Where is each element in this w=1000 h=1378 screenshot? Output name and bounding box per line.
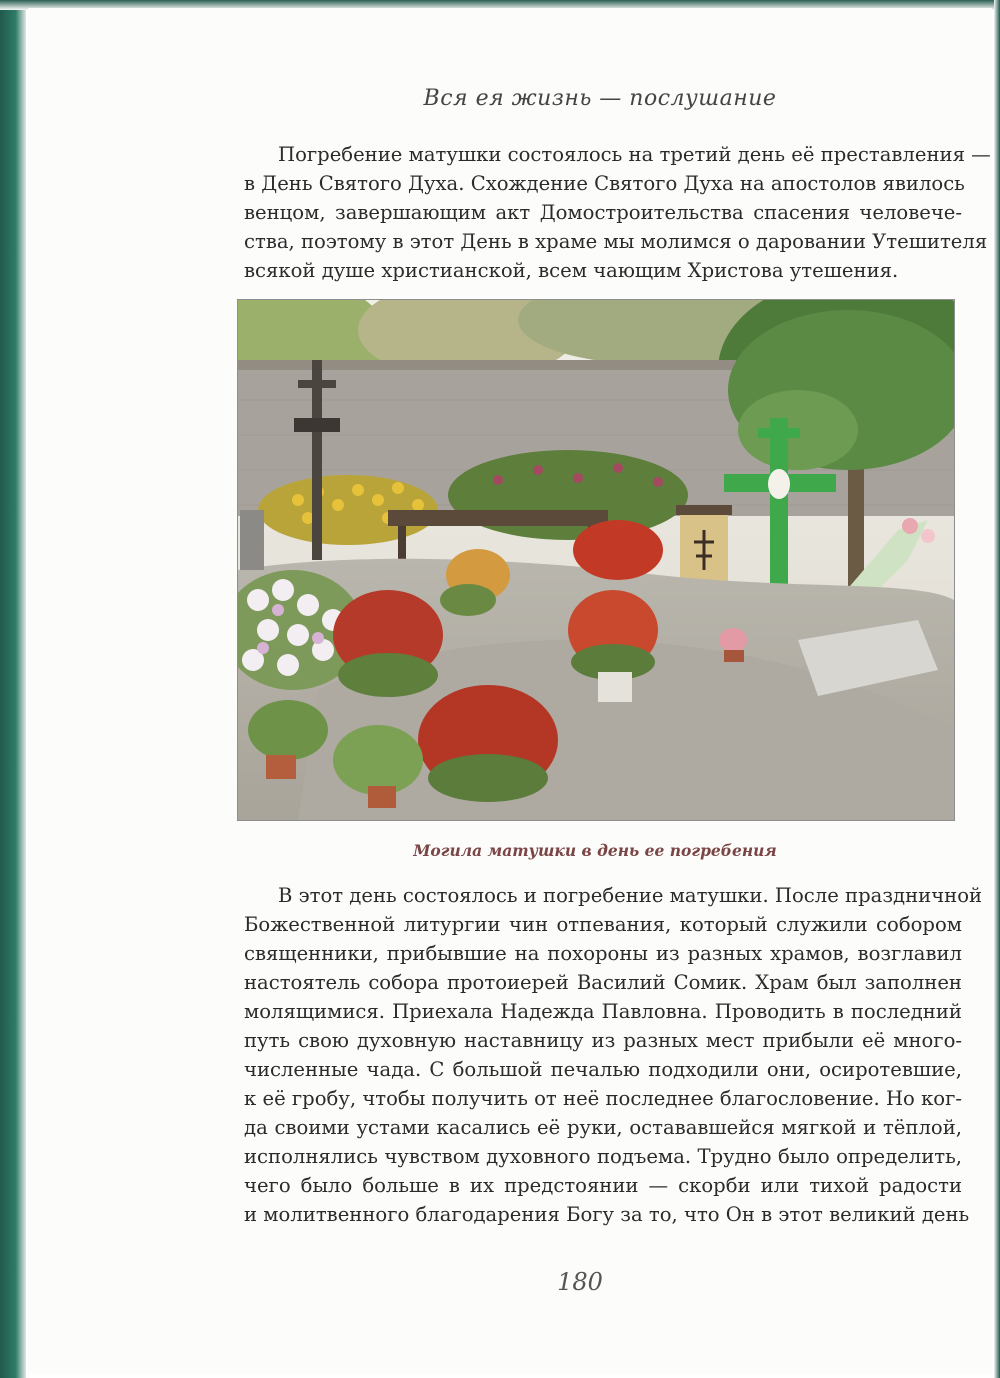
- text-line: всякой душе христианской, всем чающим Христова утешения.: [244, 259, 899, 282]
- paragraph-2: [244, 881, 983, 1229]
- book-right-edge: [994, 0, 1000, 1378]
- text-line: численные чада. С большой печалью подходили они, осиротевшие,: [244, 1058, 962, 1081]
- text-line: и молитвенного благодарения Богу за то, что Он в этот великий день: [244, 1203, 970, 1226]
- text-line: настоятель собора протоиерей Василий Сомик. Храм был заполнен: [244, 971, 962, 994]
- page-number: 180: [557, 1268, 603, 1296]
- text-line: да своими устами касались её руки, остававшейся мягкой и тёплой,: [244, 1116, 962, 1139]
- text-line: венцом, завершающим акт Домостроительства спасения человече-: [244, 201, 962, 224]
- text-line: исполнялись чувством духовного подъема. Трудно было определить,: [244, 1145, 962, 1168]
- running-head: [420, 82, 780, 114]
- book-cover-edge: [0, 0, 26, 1378]
- text-line: чего было больше в их предстоянии — скорби или тихой радости: [244, 1174, 962, 1197]
- text-line: ства, поэтому в этот День в храме мы молимся о даровании Утешителя: [244, 230, 988, 253]
- text-line: Погребение матушки состоялось на третий день её преставления —: [278, 143, 991, 166]
- text-line: Божественной литургии чин отпевания, который служили собором: [244, 913, 962, 936]
- text-line: в День Святого Духа. Схождение Святого Духа на апостолов явилось: [244, 172, 965, 195]
- text-line: к её гробу, чтобы получить от неё последнее благословение. Но ког-: [244, 1087, 962, 1110]
- text-line: молящимися. Приехала Надежда Павловна. Проводить в последний: [244, 1000, 962, 1023]
- grave-photo: [237, 299, 955, 821]
- text-line: священники, прибывшие на похороны из разных храмов, возглавил: [244, 942, 962, 965]
- running-head-title: Вся ея жизнь — послушание: [423, 85, 777, 111]
- figure-caption: Могила матушки в день ее погребения: [413, 841, 777, 860]
- text-line: путь свою духовную наставницу из разных мест прибыли её много-: [244, 1029, 962, 1052]
- grave-photo-illustration: [238, 300, 954, 820]
- text-line: В этот день состоялось и погребение матушки. После праздничной: [278, 884, 983, 907]
- paragraph-1: [244, 140, 991, 285]
